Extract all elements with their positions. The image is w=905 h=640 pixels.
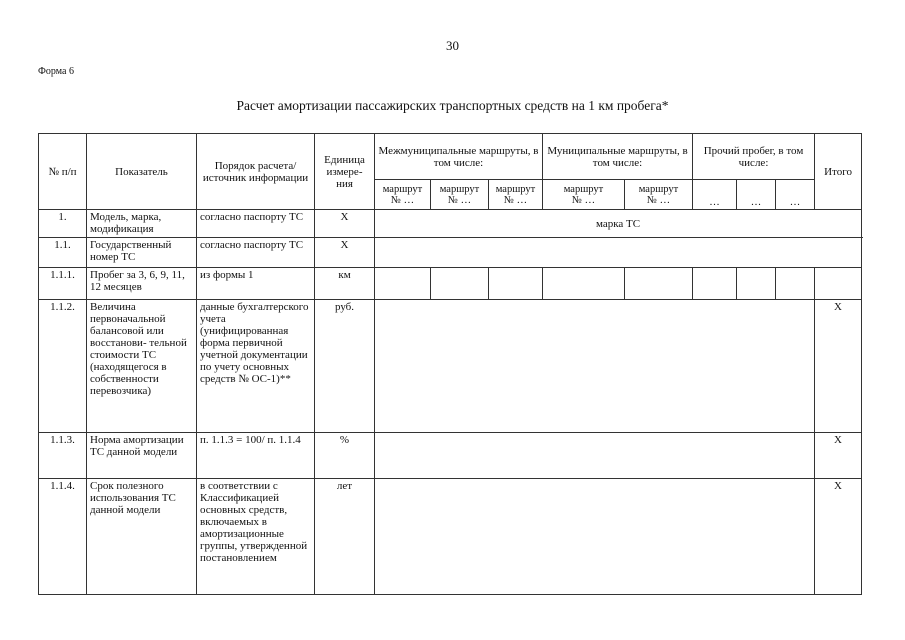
amortization-table (38, 133, 862, 595)
table-row (39, 479, 862, 595)
row-num: 1.1.2. (39, 300, 87, 433)
table-row (39, 238, 862, 268)
row-indicator: Пробег за 3, 6, 9, 11, 12 месяцев (87, 268, 197, 300)
table-row (39, 300, 862, 433)
row-total: X (815, 300, 862, 433)
row-cell (737, 268, 776, 300)
header-other-2: … (737, 180, 776, 210)
row-indicator: Государственный номер ТС (87, 238, 197, 268)
row-num: 1.1.3. (39, 433, 87, 479)
header-indicator: Показатель (87, 134, 197, 210)
row-merged-cell (375, 433, 815, 479)
row-num: 1. (39, 210, 87, 238)
header-route-5: маршрут № … (625, 180, 693, 210)
page-number: 30 (446, 38, 459, 53)
row-merged-cell (375, 300, 815, 433)
row-unit: руб. (315, 300, 375, 433)
header-order: Порядок расчета/источник информации (197, 134, 315, 210)
table-body (39, 210, 862, 595)
row-unit: лет (315, 479, 375, 595)
row-unit: X (315, 238, 375, 268)
row-cell (375, 268, 431, 300)
row-num: 1.1.1. (39, 268, 87, 300)
row-order: данные бухгалтерского учета (унифицированная форма первичной учетной документации по учету основных средств № ОС-1)** (197, 300, 315, 433)
row-cell (693, 268, 737, 300)
row-cell (625, 268, 693, 300)
header-route-1: маршрут № … (375, 180, 431, 210)
header-other-3: … (776, 180, 815, 210)
header-other-1: … (693, 180, 737, 210)
header-route-4: маршрут № … (543, 180, 625, 210)
header-intermunicipal: Межмуниципальные маршруты, в том числе: (375, 134, 543, 180)
row-order: п. 1.1.3 = 100/ п. 1.1.4 (197, 433, 315, 479)
row-cell (776, 268, 815, 300)
form-label: Форма 6 (38, 66, 74, 77)
header-total: Итого (815, 134, 862, 210)
row-unit: X (315, 210, 375, 238)
header-num: № п/п (39, 134, 87, 210)
row-merged-value: марка ТС (375, 210, 862, 238)
header-route-2: маршрут № … (431, 180, 489, 210)
row-indicator: Норма амортизации ТС данной модели (87, 433, 197, 479)
row-indicator: Величина первоначальной балансовой или восстанови- тельной стоимости ТС (находящегося в собственности перевозчика) (87, 300, 197, 433)
row-order: в соответствии с Классификацией основных средств, включаемых в амортизационные группы, утвержденной постановлением (197, 479, 315, 595)
row-indicator: Срок полезного использования ТС данной модели (87, 479, 197, 595)
row-indicator: Модель, марка, модификация (87, 210, 197, 238)
row-cell (543, 268, 625, 300)
row-unit: % (315, 433, 375, 479)
table-row (39, 210, 862, 238)
row-total: X (815, 433, 862, 479)
table-header (39, 134, 862, 210)
header-unit: Единица измере- ния (315, 134, 375, 210)
row-order: согласно паспорту ТС (197, 210, 315, 238)
document-title: Расчет амортизации пассажирских транспортных средств на 1 км пробега* (236, 98, 669, 113)
row-cell (431, 268, 489, 300)
row-total (815, 268, 862, 300)
row-cell (489, 268, 543, 300)
table-row (39, 268, 862, 300)
row-order: согласно паспорту ТС (197, 238, 315, 268)
table-row (39, 433, 862, 479)
header-municipal: Муниципальные маршруты, в том числе: (543, 134, 693, 180)
row-order: из формы 1 (197, 268, 315, 300)
row-unit: км (315, 268, 375, 300)
row-num: 1.1.4. (39, 479, 87, 595)
row-merged-cell (375, 238, 862, 268)
row-total: X (815, 479, 862, 595)
header-other-mileage: Прочий пробег, в том числе: (693, 134, 815, 180)
row-merged-cell (375, 479, 815, 595)
row-num: 1.1. (39, 238, 87, 268)
header-route-3: маршрут № … (489, 180, 543, 210)
